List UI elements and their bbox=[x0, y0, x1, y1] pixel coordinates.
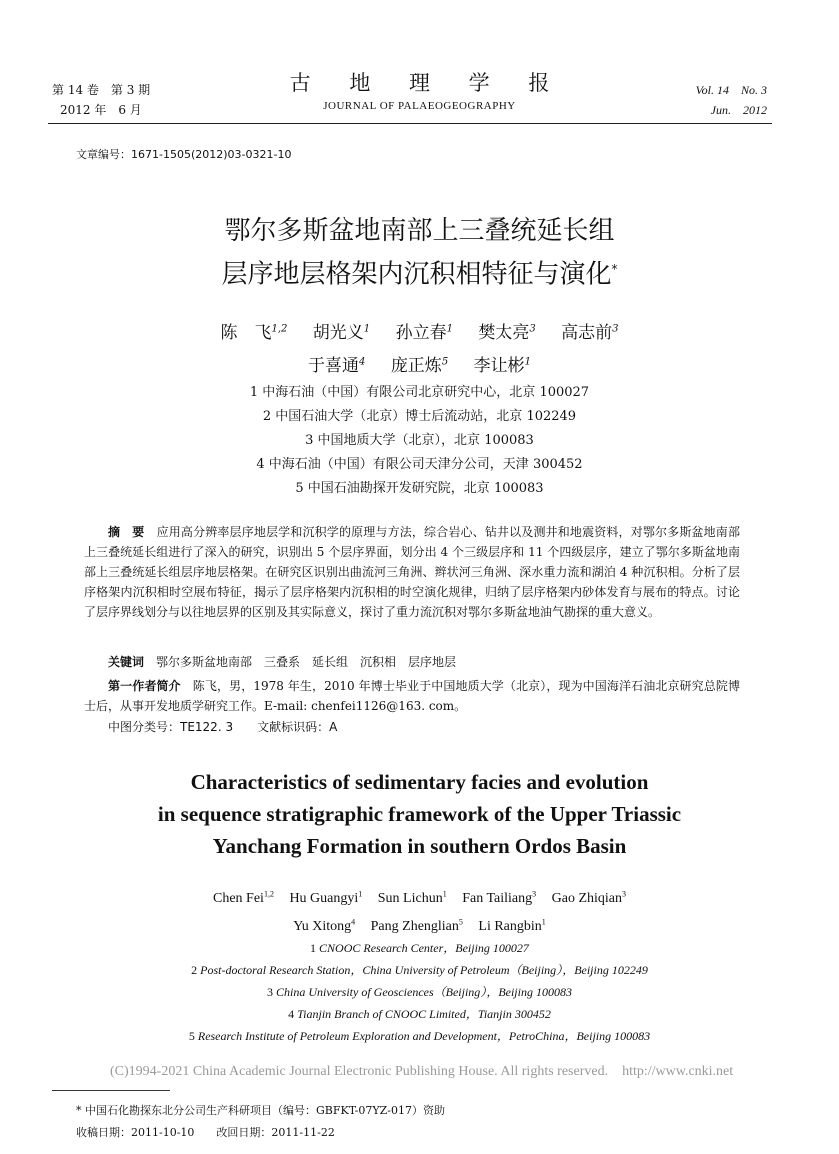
affiliation-en: 4 Tianjin Branch of CNOOC Limited，Tianjin 300452 bbox=[288, 1007, 551, 1021]
author-en: Hu Guangyi$^1$ bbox=[289, 889, 363, 906]
title-en-line-3: Yanchang Formation in southern Ordos Basin bbox=[212, 834, 627, 858]
dates-note bbox=[76, 1122, 445, 1144]
title-en-line-2: in sequence stratigraphic framework of the Upper Triassic bbox=[157, 802, 682, 826]
affiliation-cn: 1 中海石油（中国）有限公司北京研究中心，北京 100027 bbox=[249, 385, 590, 400]
funding-note: * 中国石化勘探东北分公司生产科研项目（编号：GBFKT-07YZ-017）资助 bbox=[76, 1104, 445, 1117]
classification-codes bbox=[108, 718, 361, 735]
received-date: 收稿日期：2011-10-10 bbox=[76, 1126, 195, 1139]
author-row-1 bbox=[0, 314, 839, 348]
affiliation-en: 2 Post-doctoral Research Station，China University of Petroleum（Beijing），Beijing 102249 bbox=[191, 963, 648, 977]
document-code: 文献标识码：A bbox=[257, 720, 338, 734]
author-en: Pang Zhenglian$^5$ bbox=[370, 917, 463, 935]
date-en: Jun. 2012 bbox=[710, 103, 767, 117]
paper-title-en bbox=[0, 766, 839, 862]
clc-number: 中图分类号：TE122. 3 bbox=[108, 720, 234, 734]
date-cn: 2012 年 6 月 bbox=[60, 103, 142, 117]
paper-title-cn bbox=[0, 212, 839, 294]
author-row-2 bbox=[0, 911, 839, 940]
author-cn: 樊太亮$^3$ bbox=[478, 322, 536, 343]
affiliation-cn: 2 中国石油大学（北京）博士后流动站，北京 102249 bbox=[262, 409, 577, 424]
author-cn: 李让彬$^1$ bbox=[473, 356, 531, 377]
author-en: Sun Lichun$^1$ bbox=[377, 889, 447, 906]
author-cn: 高志前$^3$ bbox=[561, 322, 619, 343]
affiliation-cn: 3 中国地质大学（北京），北京 100083 bbox=[305, 433, 534, 448]
first-author-text: 陈飞，男，1978 年生，2010 年博士毕业于中国地质大学（北京），现为中国海洋石油北京研究总院博士后，从事开发地质学研究工作。E-mail: chenfei1126@163. com。 bbox=[84, 679, 740, 713]
author-en: Gao Zhiqian$^3$ bbox=[551, 889, 627, 906]
footnote bbox=[76, 1100, 445, 1144]
title-cn-line-2: 层序地层格架内沉积相特征与演化* bbox=[221, 259, 618, 290]
author-en: Chen Fei$^{1,2}$ bbox=[212, 889, 274, 906]
keywords-label: 关键词 bbox=[108, 655, 145, 669]
affiliation-en: 3 China University of Geosciences（Beijing），Beijing 100083 bbox=[267, 985, 572, 999]
copyright-watermark: (C)1994-2021 China Academic Journal Electronic Publishing House. All rights reserved. http://www.cnki.net bbox=[110, 1064, 734, 1079]
title-en-line-1: Characteristics of sedimentary facies and evolution bbox=[190, 770, 649, 794]
author-cn: 庞正炼$^5$ bbox=[390, 356, 449, 377]
author-cn: 胡光义$^1$ bbox=[312, 322, 371, 343]
journal-issue-en bbox=[696, 80, 767, 120]
abstract-text: 应用高分辨率层序地层学和沉积学的原理与方法，综合岩心、钻井以及测井和地震资料，对鄂尔多斯盆地南部上三叠统延长组进行了深入的研究，识别出 5 个层序界面，划分出 4 个三级层序和 11 个四级层序，建立了鄂尔多斯盆地南部上三叠统延长组层序地层格架。在研究区识别出曲流河三角洲、辫状河三角洲、深水重力流和湖泊 4 种沉积相。分析了层序格架内沉积相时空展布特征，揭示了层序格架内沉积相的时空演化规律，归纳了层序格架内砂体发育与展布的特点。讨论了层序界线划分与以往地层界的区别及其实际意义，探讨了重力流沉积对鄂尔多斯盆地油气勘探的重大意义。 bbox=[84, 525, 740, 619]
affiliation-cn: 5 中国石油勘探开发研究院，北京 100083 bbox=[295, 481, 544, 496]
affiliation-cn: 4 中海石油（中国）有限公司天津分公司，天津 300452 bbox=[256, 457, 583, 472]
affiliations-cn bbox=[0, 381, 839, 501]
header-rule bbox=[48, 123, 772, 124]
keywords-cn bbox=[108, 652, 740, 672]
affiliation-en: 1 CNOOC Research Center，Beijing 100027 bbox=[310, 941, 529, 955]
journal-title-en: JOURNAL OF PALAEOGEOGRAPHY bbox=[323, 100, 516, 112]
author-list-cn bbox=[0, 314, 839, 381]
footnote-rule bbox=[52, 1090, 170, 1091]
first-author-label: 第一作者简介 bbox=[108, 679, 181, 693]
first-author-bio bbox=[84, 676, 740, 716]
funding-marker: * bbox=[611, 262, 618, 276]
author-cn: 于喜通$^4$ bbox=[308, 356, 366, 377]
journal-title-cn: 古 地 理 学 报 bbox=[289, 71, 566, 95]
volume-issue-cn: 第 14 卷 第 3 期 bbox=[52, 83, 151, 97]
abstract-cn bbox=[84, 522, 740, 622]
author-en: Yu Xitong$^4$ bbox=[293, 917, 356, 935]
author-cn: 孙立春$^1$ bbox=[395, 322, 453, 343]
author-en: Fan Tailiang$^3$ bbox=[462, 889, 537, 906]
author-cn: 陈 飞$^{1,2}$ bbox=[220, 322, 288, 343]
abstract-label: 摘 要 bbox=[108, 525, 145, 539]
author-list-en bbox=[0, 882, 839, 939]
author-row-1 bbox=[0, 882, 839, 911]
author-row-2 bbox=[0, 348, 839, 382]
title-cn-line-1: 鄂尔多斯盆地南部上三叠统延长组 bbox=[224, 216, 615, 246]
keywords-text: 鄂尔多斯盆地南部 三叠系 延长组 沉积相 层序地层 bbox=[156, 655, 457, 669]
volume-issue-en: Vol. 14 No. 3 bbox=[695, 83, 767, 97]
author-en: Li Rangbin$^1$ bbox=[478, 917, 546, 935]
article-number: 文章编号：1671-1505(2012)03-0321-10 bbox=[76, 148, 292, 161]
affiliations-en bbox=[0, 937, 839, 1047]
affiliation-en: 5 Research Institute of Petroleum Exploration and Development，PetroChina，Beijing 100083 bbox=[188, 1029, 651, 1043]
revised-date: 改回日期：2011-11-22 bbox=[216, 1126, 335, 1139]
